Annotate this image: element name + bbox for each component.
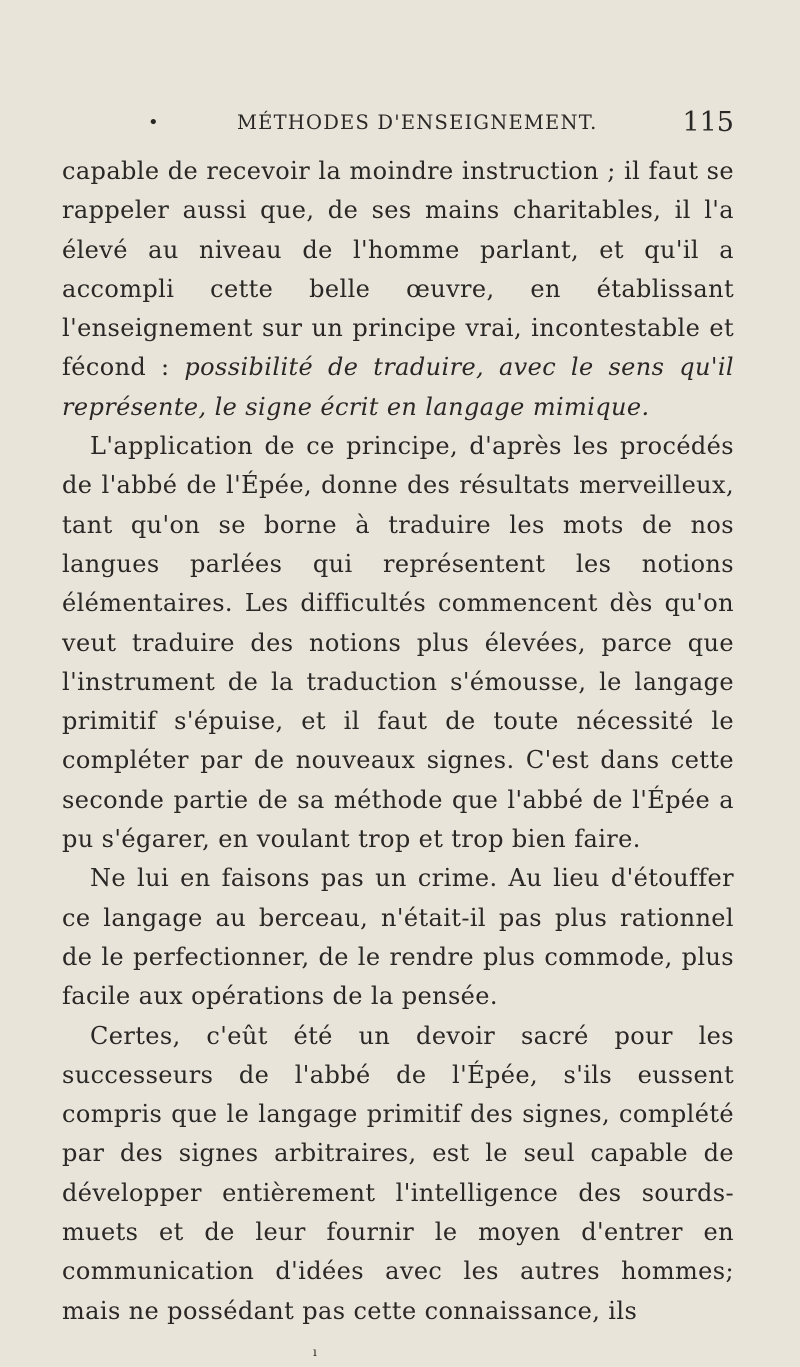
paragraph-2: L'application de ce principe, d'après les procédés de l'abbé de l'Épée, donne des résultats merveilleux, tant qu'on se borne à traduire les mots de nos langues parlées qui représentent les notions élémentaires. Les difficultés commencent dès qu'on veut traduire des notions plus élevées, parce que l'instrument de la traduction s'émousse, le langage primitif s'épuise, et il faut de toute nécessité le compléter par de nouveaux signes. C'est dans cette seconde partie de sa méthode que l'abbé de l'Épée a pu s'égarer, en voulant trop et trop bien faire. bbox=[62, 432, 734, 854]
paragraph-4: Certes, c'eût été un devoir sacré pour les successeurs de l'abbé de l'Épée, s'ils eussent compris que le langage primitif des signes, complété par des signes arbitraires, est le seul capable de développer entièrement l'intelligence des sourds-muets et de leur fournir le moyen d'entrer en communication d'idées avec les autres hommes; mais ne possédant pas cette connaissance, ils bbox=[62, 1021, 734, 1325]
header-marker: • bbox=[148, 112, 159, 133]
page-number: 115 bbox=[682, 107, 734, 138]
paragraph-3: Ne lui en faisons pas un crime. Au lieu d'étouffer ce langage au berceau, n'était-il pas plus rationnel de le perfectionner, de le rendre plus commode, plus facile aux opérations de la pensée. bbox=[62, 864, 734, 1011]
paragraph-1 bbox=[62, 152, 734, 427]
footer-mark: ı bbox=[313, 1345, 317, 1359]
page-header bbox=[62, 108, 734, 138]
running-title: MÉTHODES D'ENSEIGNEMENT. bbox=[237, 111, 598, 134]
body-text bbox=[62, 152, 734, 1331]
paragraph-1-text: capable de recevoir la moindre instruction ; il faut se rappeler aussi que, de ses mains charitables, il l'a élevé au niveau de l'homme parlant, et qu'il a accompli cette belle œuvre, en établissant l'enseignement sur un principe vrai, incontestable et fécond : bbox=[62, 157, 734, 382]
paragraph-1-italic: possibilité de traduire, avec le sens qu'il représente, le signe écrit en langage mimique. bbox=[62, 353, 734, 421]
